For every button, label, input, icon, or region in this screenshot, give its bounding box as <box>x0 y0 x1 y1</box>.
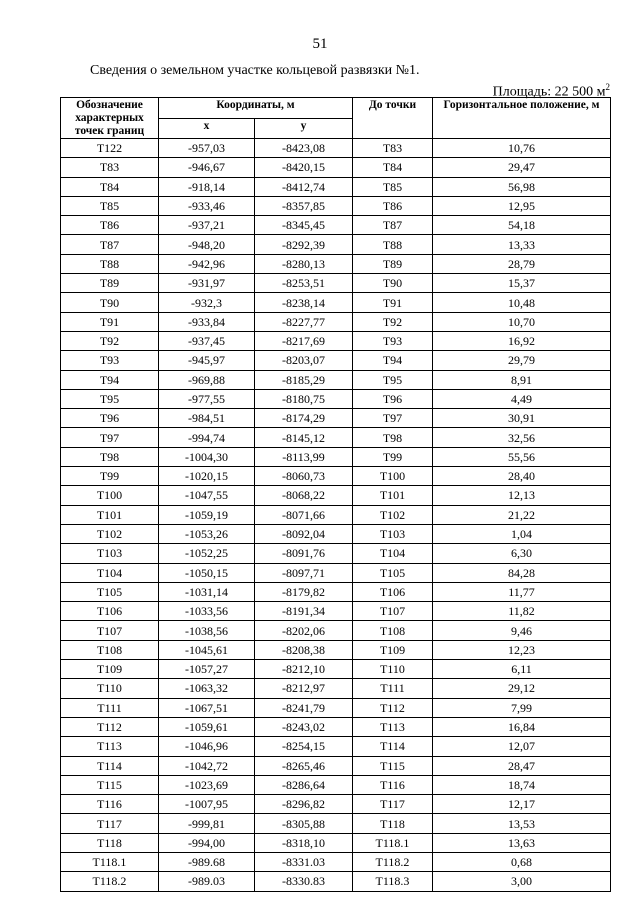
cell-distance: 28,40 <box>433 467 611 486</box>
cell-distance: 32,56 <box>433 428 611 447</box>
cell-y: -8212,10 <box>255 660 353 679</box>
cell-y: -8203,07 <box>255 351 353 370</box>
cell-y: -8243,02 <box>255 717 353 736</box>
cell-y: -8091,76 <box>255 544 353 563</box>
cell-distance: 11,77 <box>433 582 611 601</box>
cell-distance: 30,91 <box>433 409 611 428</box>
table-row <box>61 524 611 543</box>
cell-point: Т100 <box>61 486 159 505</box>
table-row <box>61 582 611 601</box>
cell-distance: 15,37 <box>433 274 611 293</box>
cell-y: -8097,71 <box>255 563 353 582</box>
cell-to-point: Т90 <box>353 274 433 293</box>
cell-to-point: Т116 <box>353 775 433 794</box>
cell-x: -957,03 <box>159 139 255 158</box>
cell-to-point: Т85 <box>353 177 433 196</box>
cell-distance: 10,48 <box>433 293 611 312</box>
cell-y: -8318,10 <box>255 833 353 852</box>
cell-y: -8060,73 <box>255 467 353 486</box>
table-row <box>61 331 611 350</box>
cell-to-point: Т110 <box>353 660 433 679</box>
cell-x: -948,20 <box>159 235 255 254</box>
cell-y: -8191,34 <box>255 602 353 621</box>
coordinates-table <box>60 97 611 892</box>
table-row <box>61 775 611 794</box>
cell-distance: 7,99 <box>433 698 611 717</box>
table-row <box>61 158 611 177</box>
cell-x: -1046,96 <box>159 737 255 756</box>
cell-to-point: Т111 <box>353 679 433 698</box>
cell-distance: 12,17 <box>433 795 611 814</box>
table-row <box>61 679 611 698</box>
cell-distance: 29,47 <box>433 158 611 177</box>
cell-point: Т111 <box>61 698 159 717</box>
cell-x: -937,45 <box>159 331 255 350</box>
cell-distance: 6,30 <box>433 544 611 563</box>
area-unit-superscript: 2 <box>605 82 610 92</box>
cell-x: -1042,72 <box>159 756 255 775</box>
cell-y: -8423,08 <box>255 139 353 158</box>
cell-distance: 84,28 <box>433 563 611 582</box>
cell-point: Т85 <box>61 196 159 215</box>
header-to-point: До точки <box>353 98 433 139</box>
cell-distance: 29,12 <box>433 679 611 698</box>
cell-y: -8212,97 <box>255 679 353 698</box>
cell-point: Т118.1 <box>61 852 159 871</box>
cell-point: Т84 <box>61 177 159 196</box>
cell-x: -1050,15 <box>159 563 255 582</box>
cell-y: -8357,85 <box>255 196 353 215</box>
table-row <box>61 852 611 871</box>
cell-y: -8179,82 <box>255 582 353 601</box>
cell-x: -1023,69 <box>159 775 255 794</box>
cell-y: -8238,14 <box>255 293 353 312</box>
cell-to-point: Т105 <box>353 563 433 582</box>
cell-distance: 8,91 <box>433 370 611 389</box>
cell-y: -8208,38 <box>255 640 353 659</box>
cell-y: -8092,04 <box>255 524 353 543</box>
cell-distance: 3,00 <box>433 872 611 891</box>
table-row <box>61 756 611 775</box>
cell-y: -8071,66 <box>255 505 353 524</box>
cell-x: -969,88 <box>159 370 255 389</box>
cell-to-point: Т114 <box>353 737 433 756</box>
cell-distance: 28,47 <box>433 756 611 775</box>
cell-x: -918,14 <box>159 177 255 196</box>
area-text: Площадь: 22 500 м <box>492 84 606 100</box>
header-coordinates: Координаты, м <box>159 98 353 119</box>
cell-distance: 10,70 <box>433 312 611 331</box>
table-row <box>61 544 611 563</box>
header-point: Обозначение характерных точек границ <box>61 98 159 139</box>
cell-x: -942,96 <box>159 254 255 273</box>
header-horizontal-distance: Горизонтальное положение, м <box>433 98 611 139</box>
cell-to-point: Т91 <box>353 293 433 312</box>
cell-y: -8420,15 <box>255 158 353 177</box>
cell-x: -1033,56 <box>159 602 255 621</box>
table-row <box>61 505 611 524</box>
cell-x: -937,21 <box>159 216 255 235</box>
cell-point: Т115 <box>61 775 159 794</box>
cell-to-point: Т118.3 <box>353 872 433 891</box>
cell-y: -8330.83 <box>255 872 353 891</box>
table-row <box>61 872 611 891</box>
cell-x: -1059,61 <box>159 717 255 736</box>
cell-point: Т118.2 <box>61 872 159 891</box>
table-row <box>61 389 611 408</box>
cell-distance: 0,68 <box>433 852 611 871</box>
header-x: x <box>159 118 255 139</box>
cell-to-point: Т87 <box>353 216 433 235</box>
cell-to-point: Т102 <box>353 505 433 524</box>
cell-x: -1045,61 <box>159 640 255 659</box>
cell-to-point: Т103 <box>353 524 433 543</box>
cell-point: Т96 <box>61 409 159 428</box>
table-row <box>61 737 611 756</box>
table-row <box>61 409 611 428</box>
header-y: y <box>255 118 353 139</box>
cell-y: -8286,64 <box>255 775 353 794</box>
cell-distance: 16,92 <box>433 331 611 350</box>
table-row <box>61 640 611 659</box>
cell-y: -8227,77 <box>255 312 353 331</box>
cell-distance: 12,13 <box>433 486 611 505</box>
table-row <box>61 196 611 215</box>
cell-y: -8292,39 <box>255 235 353 254</box>
cell-y: -8113,99 <box>255 447 353 466</box>
cell-x: -1020,15 <box>159 467 255 486</box>
cell-x: -994,00 <box>159 833 255 852</box>
cell-point: Т94 <box>61 370 159 389</box>
cell-distance: 9,46 <box>433 621 611 640</box>
cell-distance: 1,04 <box>433 524 611 543</box>
cell-to-point: Т86 <box>353 196 433 215</box>
cell-point: Т89 <box>61 274 159 293</box>
cell-distance: 13,53 <box>433 814 611 833</box>
cell-distance: 56,98 <box>433 177 611 196</box>
table-row <box>61 698 611 717</box>
cell-point: Т105 <box>61 582 159 601</box>
cell-to-point: Т88 <box>353 235 433 254</box>
cell-distance: 28,79 <box>433 254 611 273</box>
cell-x: -933,46 <box>159 196 255 215</box>
cell-to-point: Т93 <box>353 331 433 350</box>
cell-y: -8217,69 <box>255 331 353 350</box>
cell-to-point: Т83 <box>353 139 433 158</box>
cell-to-point: Т107 <box>353 602 433 621</box>
table-row <box>61 254 611 273</box>
table-row <box>61 660 611 679</box>
cell-x: -1047,55 <box>159 486 255 505</box>
cell-to-point: Т118 <box>353 814 433 833</box>
table-row <box>61 795 611 814</box>
cell-to-point: Т109 <box>353 640 433 659</box>
cell-point: Т86 <box>61 216 159 235</box>
table-row <box>61 235 611 254</box>
cell-point: Т107 <box>61 621 159 640</box>
cell-point: Т92 <box>61 331 159 350</box>
cell-to-point: Т118.2 <box>353 852 433 871</box>
cell-x: -1057,27 <box>159 660 255 679</box>
cell-x: -1038,56 <box>159 621 255 640</box>
cell-y: -8253,51 <box>255 274 353 293</box>
cell-to-point: Т100 <box>353 467 433 486</box>
cell-to-point: Т99 <box>353 447 433 466</box>
cell-point: Т101 <box>61 505 159 524</box>
cell-point: Т98 <box>61 447 159 466</box>
table-row <box>61 486 611 505</box>
cell-point: Т90 <box>61 293 159 312</box>
cell-x: -945,97 <box>159 351 255 370</box>
cell-x: -933,84 <box>159 312 255 331</box>
cell-y: -8331.03 <box>255 852 353 871</box>
table-row <box>61 833 611 852</box>
cell-point: Т99 <box>61 467 159 486</box>
cell-distance: 13,63 <box>433 833 611 852</box>
cell-x: -999,81 <box>159 814 255 833</box>
cell-point: Т95 <box>61 389 159 408</box>
cell-point: Т110 <box>61 679 159 698</box>
cell-y: -8412,74 <box>255 177 353 196</box>
cell-x: -1004,30 <box>159 447 255 466</box>
cell-point: Т117 <box>61 814 159 833</box>
table-row <box>61 312 611 331</box>
cell-point: Т91 <box>61 312 159 331</box>
table-row <box>61 177 611 196</box>
table-row <box>61 351 611 370</box>
cell-to-point: Т118.1 <box>353 833 433 852</box>
cell-point: Т97 <box>61 428 159 447</box>
cell-x: -989.68 <box>159 852 255 871</box>
cell-to-point: Т96 <box>353 389 433 408</box>
cell-point: Т112 <box>61 717 159 736</box>
cell-to-point: Т101 <box>353 486 433 505</box>
cell-point: Т108 <box>61 640 159 659</box>
cell-distance: 4,49 <box>433 389 611 408</box>
cell-y: -8241,79 <box>255 698 353 717</box>
table-row <box>61 216 611 235</box>
cell-to-point: Т94 <box>353 351 433 370</box>
cell-x: -1053,26 <box>159 524 255 543</box>
document-title: Сведения о земельном участке кольцевой развязки №1. <box>90 63 420 78</box>
cell-distance: 55,56 <box>433 447 611 466</box>
cell-distance: 12,95 <box>433 196 611 215</box>
cell-to-point: Т104 <box>353 544 433 563</box>
cell-to-point: Т97 <box>353 409 433 428</box>
cell-distance: 12,23 <box>433 640 611 659</box>
cell-y: -8202,06 <box>255 621 353 640</box>
cell-y: -8180,75 <box>255 389 353 408</box>
cell-x: -977,55 <box>159 389 255 408</box>
cell-x: -1031,14 <box>159 582 255 601</box>
cell-y: -8254,15 <box>255 737 353 756</box>
table-row <box>61 467 611 486</box>
cell-point: Т122 <box>61 139 159 158</box>
cell-point: Т118 <box>61 833 159 852</box>
cell-y: -8068,22 <box>255 486 353 505</box>
cell-to-point: Т108 <box>353 621 433 640</box>
cell-x: -994,74 <box>159 428 255 447</box>
cell-to-point: Т84 <box>353 158 433 177</box>
table-row <box>61 274 611 293</box>
cell-distance: 12,07 <box>433 737 611 756</box>
cell-point: Т88 <box>61 254 159 273</box>
cell-y: -8145,12 <box>255 428 353 447</box>
cell-distance: 13,33 <box>433 235 611 254</box>
cell-distance: 21,22 <box>433 505 611 524</box>
cell-x: -989.03 <box>159 872 255 891</box>
cell-to-point: Т89 <box>353 254 433 273</box>
table-row <box>61 814 611 833</box>
cell-to-point: Т112 <box>353 698 433 717</box>
cell-y: -8280,13 <box>255 254 353 273</box>
cell-point: Т116 <box>61 795 159 814</box>
cell-y: -8296,82 <box>255 795 353 814</box>
cell-x: -946,67 <box>159 158 255 177</box>
cell-y: -8345,45 <box>255 216 353 235</box>
cell-distance: 54,18 <box>433 216 611 235</box>
cell-to-point: Т95 <box>353 370 433 389</box>
cell-point: Т102 <box>61 524 159 543</box>
cell-x: -1007,95 <box>159 795 255 814</box>
cell-to-point: Т117 <box>353 795 433 814</box>
table-row <box>61 563 611 582</box>
table-body <box>61 139 611 892</box>
cell-distance: 29,79 <box>433 351 611 370</box>
cell-to-point: Т98 <box>353 428 433 447</box>
cell-point: Т104 <box>61 563 159 582</box>
cell-point: Т103 <box>61 544 159 563</box>
cell-to-point: Т106 <box>353 582 433 601</box>
cell-x: -1052,25 <box>159 544 255 563</box>
table-row <box>61 139 611 158</box>
cell-point: Т113 <box>61 737 159 756</box>
cell-x: -984,51 <box>159 409 255 428</box>
cell-y: -8265,46 <box>255 756 353 775</box>
cell-x: -1059,19 <box>159 505 255 524</box>
table-row <box>61 602 611 621</box>
cell-point: Т114 <box>61 756 159 775</box>
table-row <box>61 621 611 640</box>
cell-distance: 11,82 <box>433 602 611 621</box>
cell-point: Т106 <box>61 602 159 621</box>
cell-x: -1067,51 <box>159 698 255 717</box>
table-row <box>61 293 611 312</box>
page-number: 51 <box>312 36 328 52</box>
cell-point: Т83 <box>61 158 159 177</box>
cell-point: Т93 <box>61 351 159 370</box>
table-row <box>61 717 611 736</box>
cell-distance: 10,76 <box>433 139 611 158</box>
cell-point: Т109 <box>61 660 159 679</box>
cell-distance: 16,84 <box>433 717 611 736</box>
cell-y: -8174,29 <box>255 409 353 428</box>
cell-x: -1063,32 <box>159 679 255 698</box>
cell-distance: 18,74 <box>433 775 611 794</box>
table-row <box>61 447 611 466</box>
cell-to-point: Т113 <box>353 717 433 736</box>
cell-distance: 6,11 <box>433 660 611 679</box>
cell-y: -8185,29 <box>255 370 353 389</box>
cell-x: -931,97 <box>159 274 255 293</box>
cell-y: -8305,88 <box>255 814 353 833</box>
table-row <box>61 370 611 389</box>
cell-x: -932,3 <box>159 293 255 312</box>
cell-to-point: Т92 <box>353 312 433 331</box>
cell-point: Т87 <box>61 235 159 254</box>
cell-to-point: Т115 <box>353 756 433 775</box>
table-row <box>61 428 611 447</box>
